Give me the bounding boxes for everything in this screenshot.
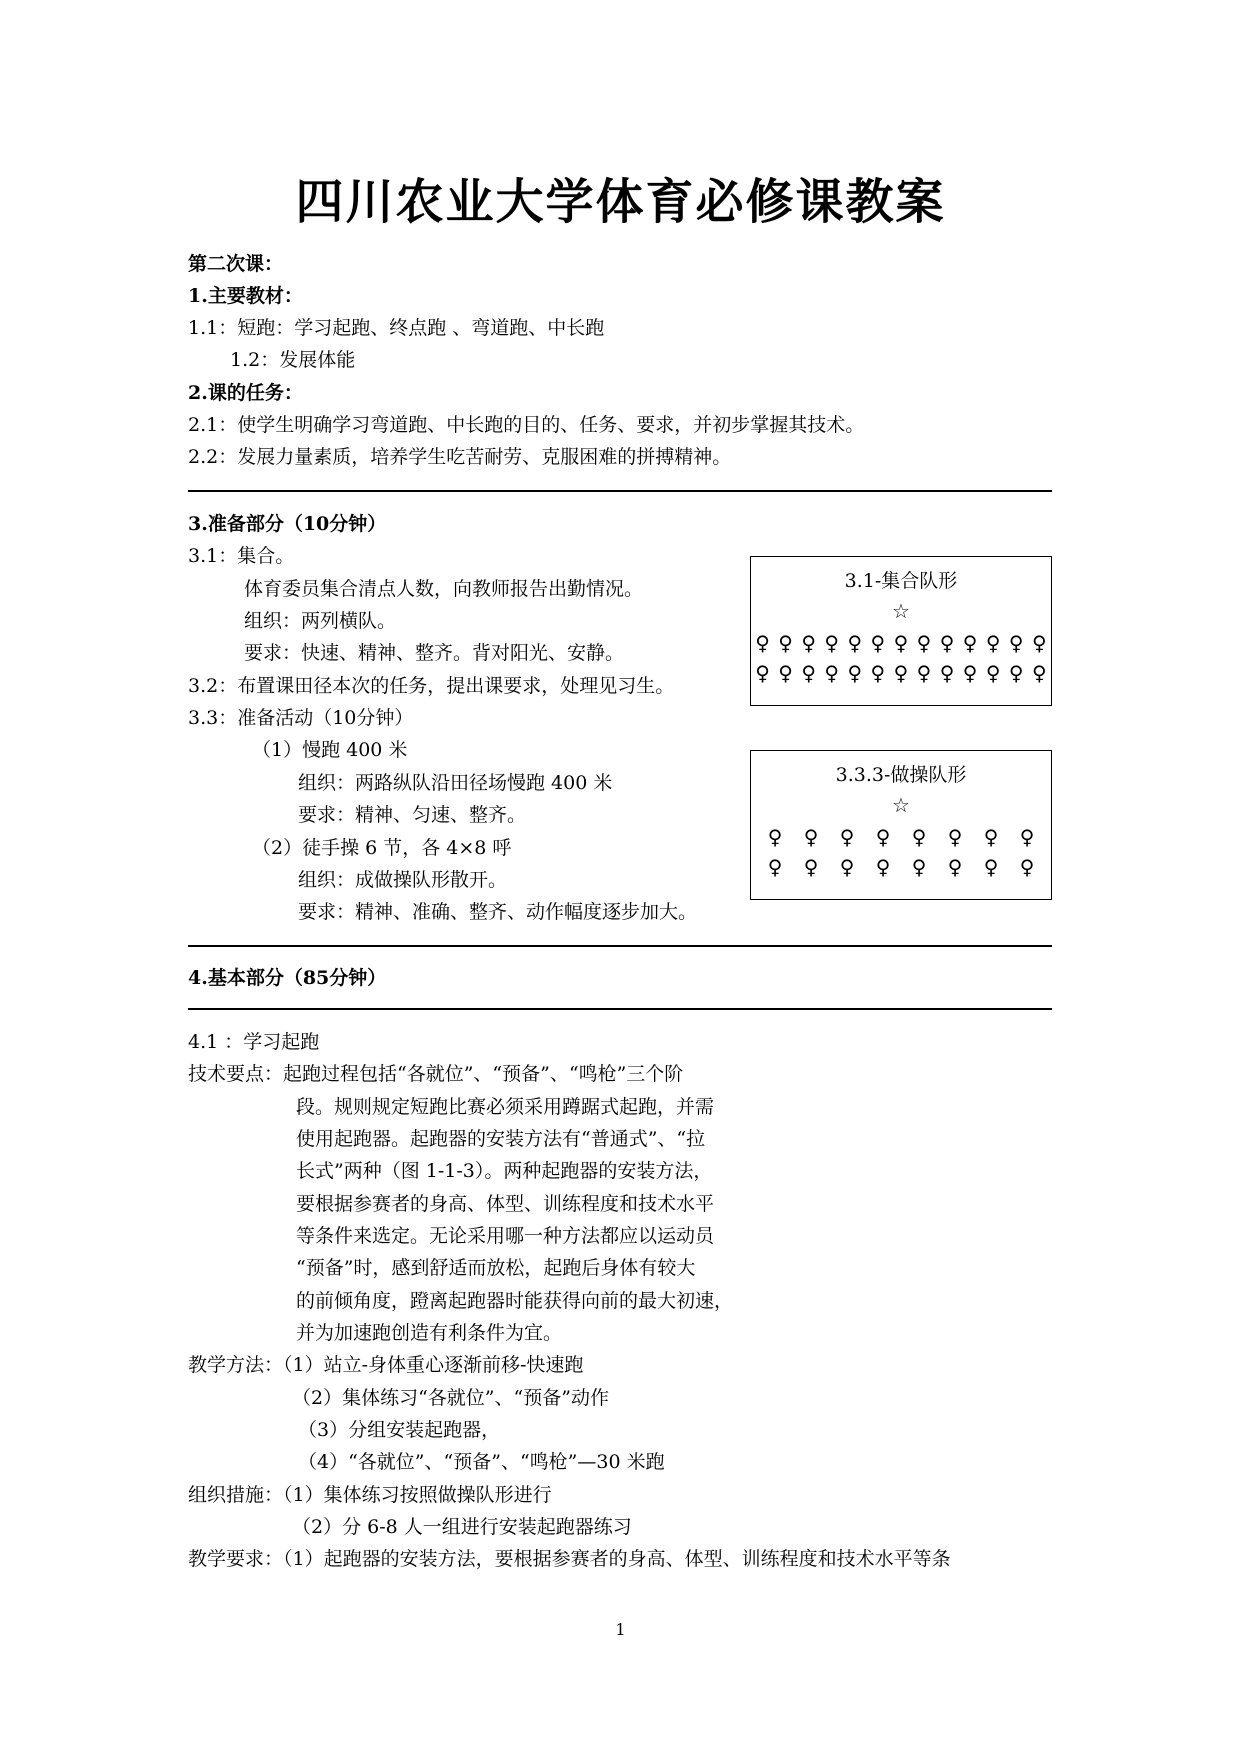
student-icon: ♀ <box>939 631 955 655</box>
student-icon: ♀ <box>801 661 816 685</box>
student-icon: ♀ <box>1008 631 1024 655</box>
section-1-line-2: 1.2：发展体能 <box>230 349 356 371</box>
student-icon: ♀ <box>916 631 932 655</box>
student-icon: ♀ <box>778 661 793 685</box>
organization-line-1: 组织措施：（1）集体练习按照做操队形进行 <box>188 1484 552 1506</box>
technique-line-7: “预备”时，感到舒适而放松，起跑后身体有较大 <box>296 1257 696 1279</box>
student-icon: ♀ <box>870 631 886 655</box>
student-icon: ♀ <box>1019 825 1035 849</box>
teacher-star-icon: ☆ <box>892 599 910 623</box>
assembly-formation-diagram <box>750 556 1052 706</box>
student-icon: ♀ <box>778 631 793 655</box>
student-icon: ♀ <box>824 661 840 685</box>
technique-line-8: 的前倾角度，蹬离起跑器时能获得向前的最大初速， <box>296 1290 734 1312</box>
formation-row-1 <box>751 631 1051 655</box>
exercise-formation-diagram <box>750 750 1052 900</box>
student-icon: ♀ <box>911 855 927 879</box>
student-icon: ♀ <box>875 825 891 849</box>
divider-3 <box>188 1008 1052 1010</box>
student-icon: ♀ <box>962 631 978 655</box>
diagram-2-title: 3.3.3-做操队形 <box>835 764 967 786</box>
technique-line-9: 并为加速跑创造有利条件为宜。 <box>296 1322 563 1344</box>
section-2-line-2: 2.2：发展力量素质，培养学生吃苦耐劳、克服困难的拼搏精神。 <box>188 446 732 468</box>
student-icon: ♀ <box>985 661 1001 685</box>
student-icon: ♀ <box>939 661 955 685</box>
section-3-line-1: 3.1：集合。 <box>188 545 295 567</box>
student-icon: ♀ <box>875 855 891 879</box>
formation-row-1 <box>751 825 1051 849</box>
section-3-line-3: 组织：两列横队。 <box>244 610 397 632</box>
document-title: 四川农业大学体育必修课教案 <box>295 174 946 230</box>
method-line-4: （4）“各就位”、“预备”、“鸣枪”—30 米跑 <box>298 1451 665 1473</box>
student-icon: ♀ <box>824 631 840 655</box>
student-icon: ♀ <box>1031 661 1047 685</box>
student-icon: ♀ <box>893 631 909 655</box>
page-number: 1 <box>615 1620 626 1639</box>
technique-line-5: 要根据参赛者的身高、体型、训练程度和技术水平 <box>296 1193 715 1215</box>
technique-line-6: 等条件来选定。无论采用哪一种方法都应以运动员 <box>296 1225 715 1247</box>
technique-line-3: 使用起跑器。起跑器的安装方法有“普通式”、“拉 <box>296 1128 706 1150</box>
student-icon: ♀ <box>847 661 863 685</box>
student-icon: ♀ <box>870 661 886 685</box>
section-2-heading: 2.课的任务： <box>188 382 303 404</box>
student-icon: ♀ <box>947 855 963 879</box>
student-icon: ♀ <box>801 631 816 655</box>
formation-row-2 <box>751 661 1051 685</box>
student-icon: ♀ <box>916 661 932 685</box>
section-3-line-4: 要求：快速、精神、整齐。背对阳光、安静。 <box>244 642 625 664</box>
organization-line-2: （2）分 6-8 人一组进行安装起跑器练习 <box>292 1516 632 1538</box>
divider-1 <box>188 490 1052 492</box>
student-icon: ♀ <box>1008 661 1024 685</box>
student-icon: ♀ <box>983 825 999 849</box>
student-icon: ♀ <box>839 855 855 879</box>
student-icon: ♀ <box>803 855 819 879</box>
method-line-3: （3）分组安装起跑器， <box>298 1419 501 1441</box>
section-3-line-5: 3.2：布置课田径本次的任务，提出课要求，处理见习生。 <box>188 675 675 697</box>
method-line-1: 教学方法：（1）站立-身体重心逐渐前移-快速跑 <box>188 1354 584 1376</box>
teacher-star-icon: ☆ <box>892 793 910 817</box>
section-4-line-1: 4.1 ：学习起跑 <box>188 1031 320 1053</box>
section-3-line-10: （2）徒手操 6 节，各 4×8 呼 <box>252 837 512 859</box>
technique-line-1: 技术要点：起跑过程包括“各就位”、“预备”、“鸣枪”三个阶 <box>188 1063 684 1085</box>
section-3-line-12: 要求：精神、准确、整齐、动作幅度逐步加大。 <box>298 901 698 923</box>
section-3-line-11: 组织：成做操队形散开。 <box>298 869 508 891</box>
technique-line-2: 段。规则规定短跑比赛必须采用蹲踞式起跑，并需 <box>296 1096 715 1118</box>
section-1-heading: 1.主要教材： <box>188 285 303 307</box>
student-icon: ♀ <box>1019 855 1035 879</box>
section-3-line-8: 组织：两路纵队沿田径场慢跑 400 米 <box>298 772 613 794</box>
student-icon: ♀ <box>983 855 999 879</box>
student-icon: ♀ <box>962 661 978 685</box>
diagram-1-title: 3.1-集合队形 <box>844 570 958 592</box>
student-icon: ♀ <box>767 825 783 849</box>
method-line-2: （2）集体练习“各就位”、“预备”动作 <box>292 1387 609 1409</box>
student-icon: ♀ <box>839 825 855 849</box>
student-icon: ♀ <box>947 825 963 849</box>
section-3-line-7: （1）慢跑 400 米 <box>252 739 408 761</box>
student-icon: ♀ <box>985 631 1001 655</box>
student-icon: ♀ <box>847 631 863 655</box>
lesson-number: 第二次课： <box>188 253 284 275</box>
student-icon: ♀ <box>755 661 770 685</box>
section-3-line-2: 体育委员集合清点人数，向教师报告出勤情况。 <box>244 578 644 600</box>
section-4-heading: 4.基本部分（85分钟） <box>188 967 387 989</box>
section-3-heading: 3.准备部分（10分钟） <box>188 513 387 535</box>
section-3-line-9: 要求：精神、匀速、整齐。 <box>298 804 527 826</box>
requirement-line-1: 教学要求：（1）起跑器的安装方法，要根据参赛者的身高、体型、训练程度和技术水平等条 <box>188 1548 951 1570</box>
formation-row-2 <box>751 855 1051 879</box>
divider-2 <box>188 945 1052 947</box>
student-icon: ♀ <box>755 631 770 655</box>
student-icon: ♀ <box>893 661 909 685</box>
section-2-line-1: 2.1：使学生明确学习弯道跑、中长跑的目的、任务、要求，并初步掌握其技术。 <box>188 414 865 436</box>
technique-line-4: 长式”两种（图 1-1-3）。两种起跑器的安装方法， <box>296 1160 713 1182</box>
student-icon: ♀ <box>803 825 819 849</box>
section-3-line-6: 3.3：准备活动（10分钟） <box>188 707 414 729</box>
student-icon: ♀ <box>767 855 783 879</box>
section-1-line-1: 1.1：短跑：学习起跑、终点跑 、弯道跑、中长跑 <box>188 317 605 339</box>
student-icon: ♀ <box>911 825 927 849</box>
student-icon: ♀ <box>1031 631 1047 655</box>
